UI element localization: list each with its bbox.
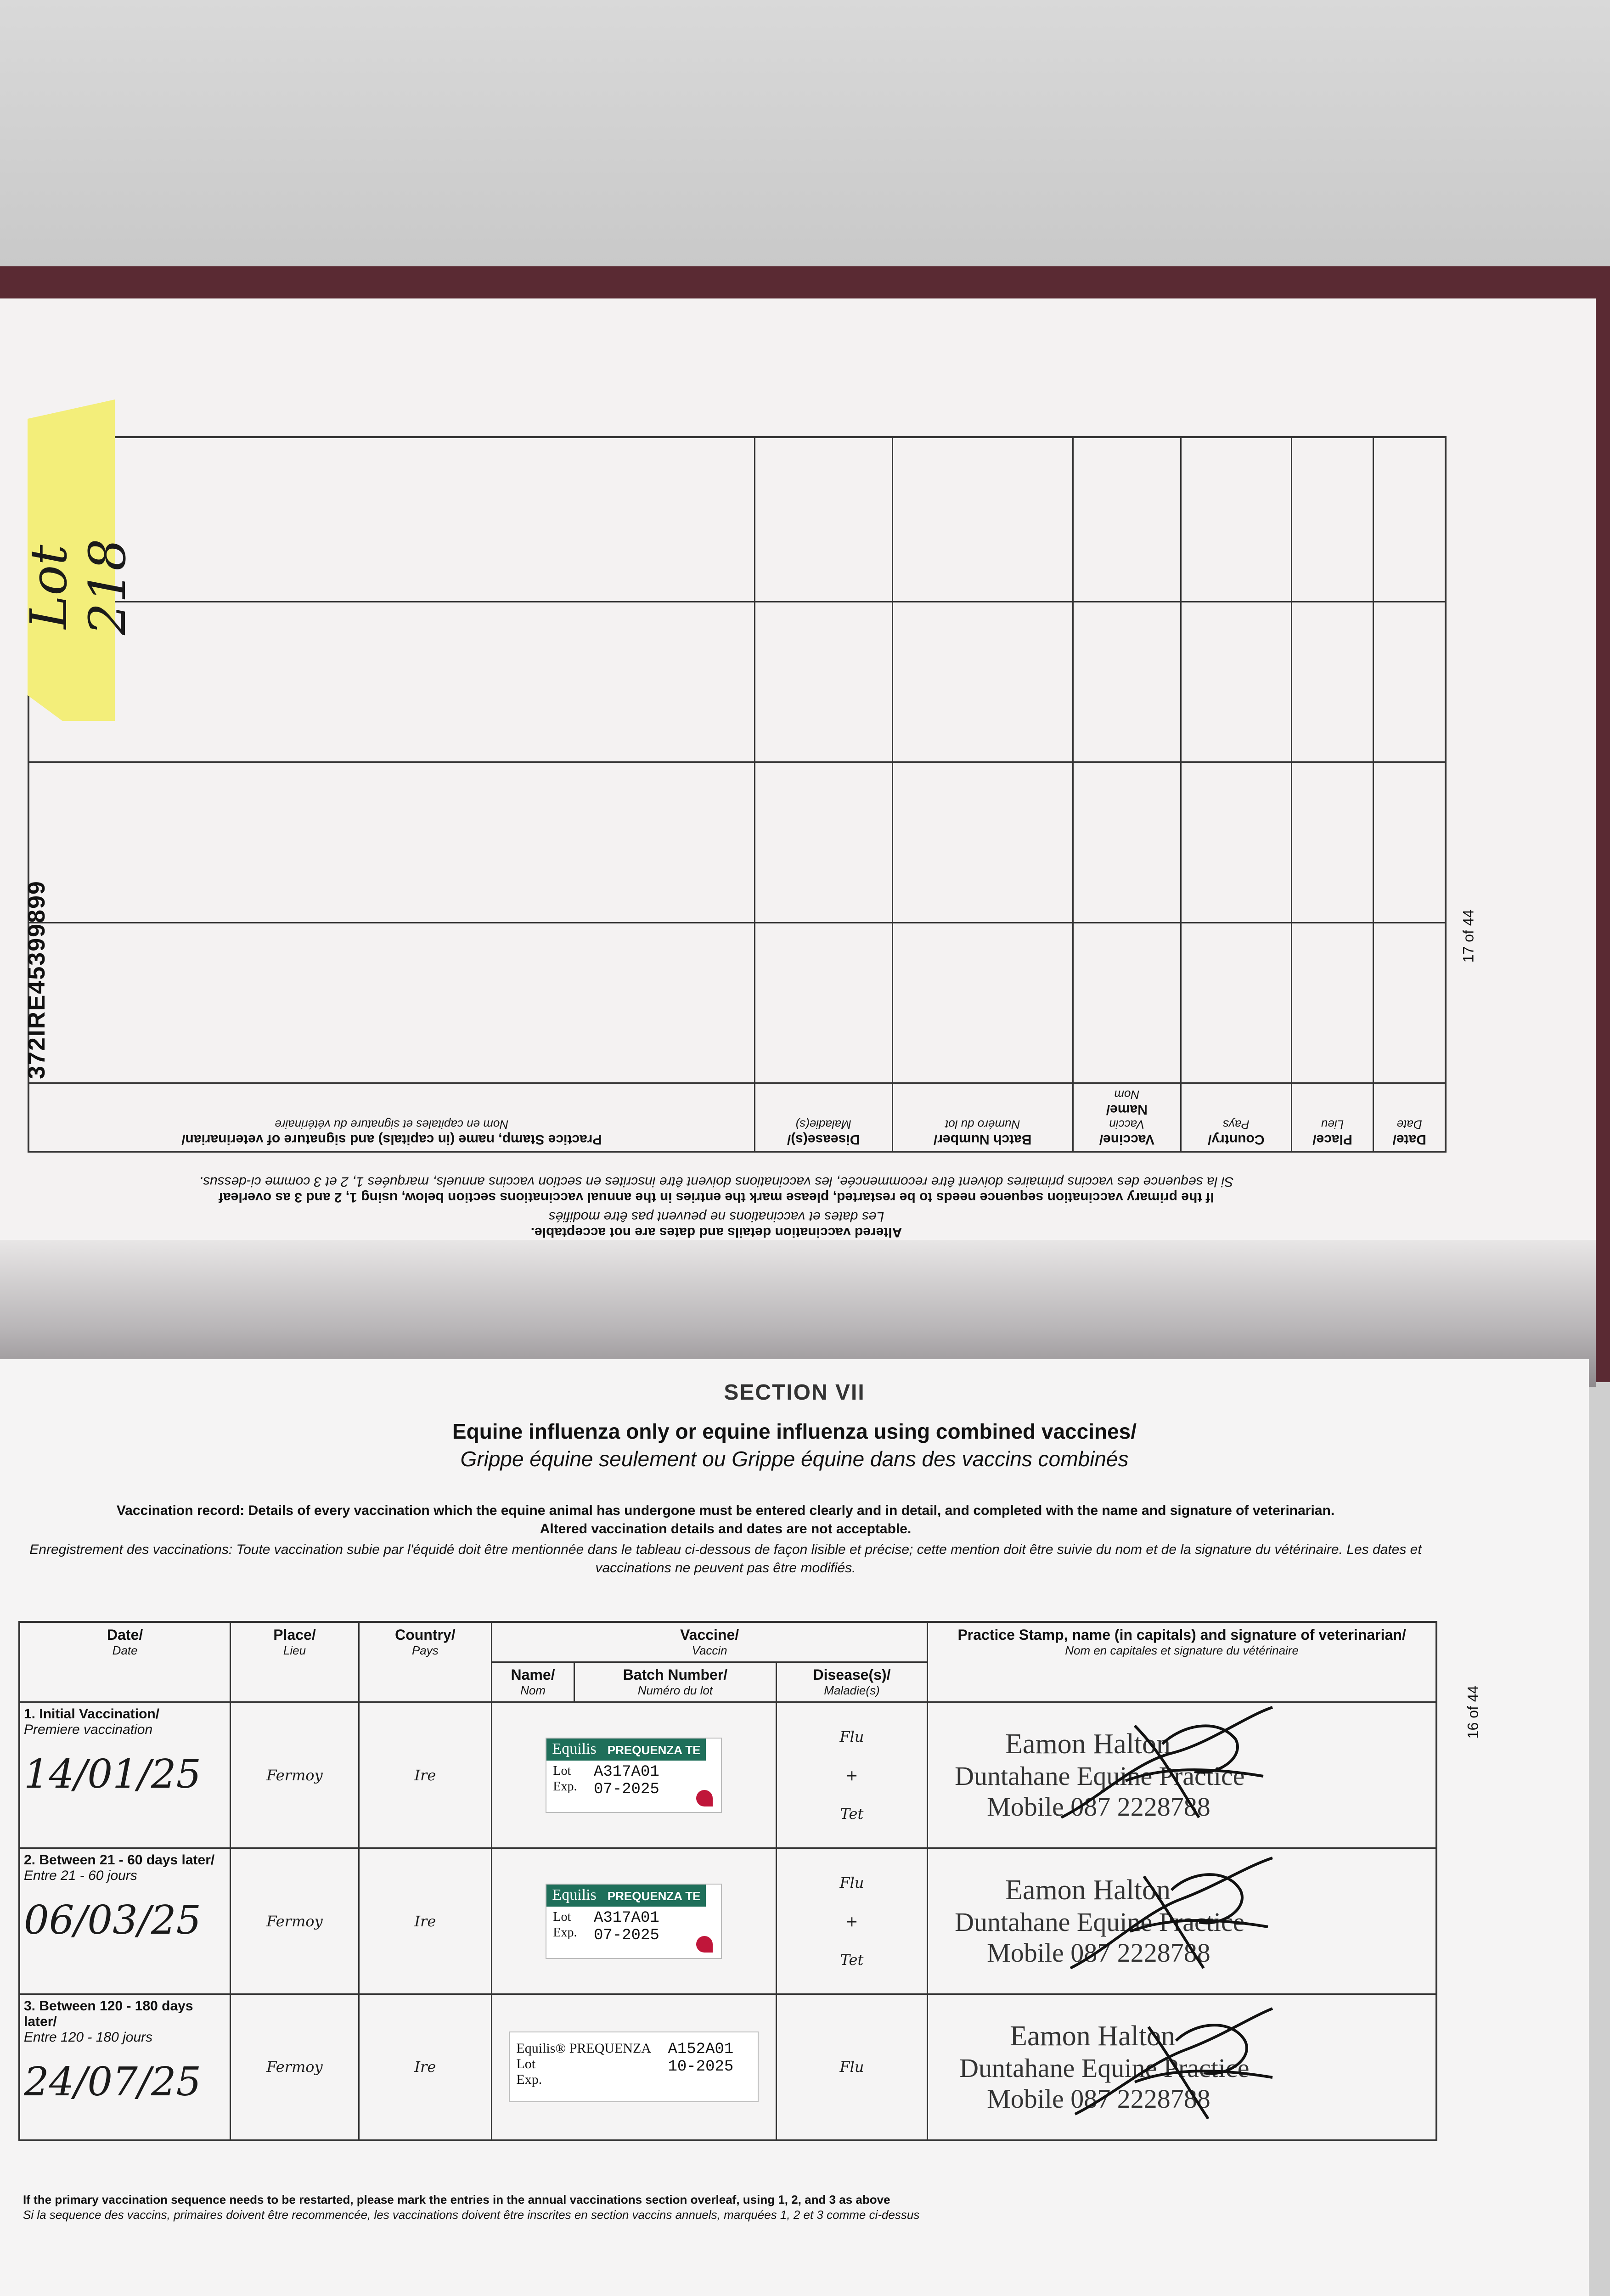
vaccine-label: Equilis PREQUENZA TE Lot Exp. A317A01 07-2025 bbox=[546, 1738, 722, 1813]
label-product: PREQUENZA TE bbox=[602, 1739, 706, 1761]
practice-name: Duntahane Equine Practice bbox=[955, 1761, 1245, 1791]
header-place: Place/ Lieu bbox=[231, 1622, 359, 1702]
col-vaccine-name: Vaccine/ Vaccin Name/ Nom bbox=[1073, 1083, 1181, 1152]
record-instructions-line: Vaccination record: Details of every vaccination which the equine animal has undergone must be entered clearly and in detail, and completed with the name and signature of veterinarian. bbox=[116, 1503, 1335, 1518]
vaccine-label-cell bbox=[492, 1702, 777, 1848]
signature bbox=[1043, 1698, 1282, 1836]
vaccine-label: Equilis PREQUENZA TE Lot Exp. A317A01 07-2025 bbox=[546, 1884, 722, 1959]
table-row bbox=[28, 437, 1446, 602]
header-stamp: Practice Stamp, name (in capitals) and signature of veterinarian/ Nom en capitales et signature du vétérinaire bbox=[928, 1622, 1436, 1702]
page-number: 17 of 44 bbox=[1460, 909, 1477, 963]
header-disease: Disease(s)/ Maladie(s) bbox=[776, 1662, 927, 1702]
col-stamp: Practice Stamp, name (in capitals) and signature of veterinarian/ Nom en capitales et signature du vétérinaire bbox=[28, 1083, 754, 1152]
country-value: Ire bbox=[359, 1848, 491, 1994]
date-value: 24/07/25 bbox=[24, 2059, 202, 2105]
label-brand: Equilis bbox=[546, 1739, 602, 1761]
label-exp: 07-2025 bbox=[593, 1926, 659, 1944]
page-number: 16 of 44 bbox=[1464, 1685, 1481, 1739]
restart-note: If the primary vaccination sequence needs to be restarted, please mark the entries in the annual vaccinations section below, using 1, 2 and 3 as overleaf bbox=[219, 1190, 1214, 1205]
table-row bbox=[28, 923, 1446, 1083]
header-country: Country/ Pays bbox=[359, 1622, 491, 1702]
record-altered-line: Altered vaccination details and dates are not acceptable. bbox=[540, 1521, 912, 1536]
vaccination-table bbox=[18, 1621, 1437, 2141]
table-row bbox=[19, 1994, 1436, 2140]
altered-note-fr: Les dates et vaccinations ne peuvent pas être modifiés bbox=[548, 1209, 884, 1224]
practice-mobile: Mobile 087 2228788 bbox=[987, 1938, 1210, 1968]
vaccine-label: Equilis® PREQUENZA Lot Exp. A152A01 10-2025 bbox=[509, 2032, 759, 2102]
col-country: Country/ Pays bbox=[1181, 1083, 1291, 1152]
vet-name: Eamon Halton bbox=[1010, 2020, 1176, 2052]
section-heading-fr: Grippe équine seulement ou Grippe équine dans des vaccins combinés bbox=[460, 1447, 1129, 1471]
disease-value: Flu bbox=[776, 1994, 927, 2140]
label-tear-mark bbox=[696, 1790, 713, 1806]
vet-name: Eamon Halton bbox=[1005, 1874, 1171, 1906]
date-cell: 1. Initial Vaccination/ Premiere vaccination 14/01/25 bbox=[19, 1702, 231, 1848]
place-value: Fermoy bbox=[231, 1994, 359, 2140]
sticky-note-text: Lot 218 bbox=[19, 539, 137, 635]
place-value: Fermoy bbox=[231, 1702, 359, 1848]
table-row bbox=[28, 602, 1446, 762]
country-value: Ire bbox=[359, 1994, 491, 2140]
vaccine-label-cell bbox=[492, 1848, 777, 1994]
record-instructions-fr: Enregistrement des vaccinations: Toute vaccination subie par l'équidé doit être mentionnée dans le tableau ci-dessous de façon lisible et précise; cette mention doit être suivie du nom et de la signature du vétérinaire. Les dates et vaccinations ne peuvent pas être modifiés. bbox=[29, 1542, 1422, 1576]
scanner-background bbox=[0, 0, 1610, 266]
label-product: PREQUENZA TE bbox=[602, 1885, 706, 1907]
section-heading: Equine influenza only or equine influenza using combined vaccines/ bbox=[452, 1419, 1137, 1443]
practice-name: Duntahane Equine Practice bbox=[955, 1907, 1245, 1937]
header-name: Name/ Nom bbox=[492, 1662, 574, 1702]
place-value: Fermoy bbox=[231, 1848, 359, 1994]
col-batch: Batch Number/ Numéro du lot bbox=[892, 1083, 1073, 1152]
col-date: Date/ Date bbox=[1374, 1083, 1446, 1152]
label-exp: 10-2025 bbox=[668, 2058, 734, 2076]
label-tear-mark bbox=[696, 1936, 713, 1953]
signature bbox=[1043, 1990, 1282, 2128]
vet-stamp bbox=[928, 1702, 1436, 1848]
col-disease: Disease(s)/ Maladie(s) bbox=[754, 1083, 892, 1152]
country-value: Ire bbox=[359, 1702, 491, 1848]
header-batch: Batch Number/ Numéro du lot bbox=[574, 1662, 777, 1702]
vet-stamp bbox=[928, 1994, 1436, 2140]
label-brand: Equilis® PREQUENZA bbox=[516, 2041, 652, 2056]
practice-name: Duntahane Equine Practice bbox=[959, 2053, 1250, 2083]
footnote: If the primary vaccination sequence needs to be restarted, please mark the entries in the annual vaccinations section overleaf, using 1, 2, and 3 as above bbox=[23, 2193, 890, 2206]
date-cell: 3. Between 120 - 180 days later/ Entre 120 - 180 jours 24/07/25 bbox=[19, 1994, 231, 2140]
practice-mobile: Mobile 087 2228788 bbox=[987, 2083, 1210, 2114]
passport-id: 372IRE45399899 bbox=[23, 880, 50, 1079]
footnote-fr: Si la sequence des vaccins, primaires doivent être recommencée, les vaccinations doivent être inscrites en section vaccins annuels, marquées 1, 2 et 3 comme ci-dessus bbox=[23, 2208, 920, 2222]
vet-stamp bbox=[928, 1848, 1436, 1994]
table-row bbox=[28, 762, 1446, 923]
header-vaccine: Vaccine/ Vaccin bbox=[492, 1622, 928, 1662]
disease-value: Flu + Tet bbox=[776, 1702, 927, 1848]
date-cell: 2. Between 21 - 60 days later/ Entre 21 - 60 jours 06/03/25 bbox=[19, 1848, 231, 1994]
vet-name: Eamon Halton bbox=[1005, 1728, 1171, 1760]
label-lot: A317A01 bbox=[593, 1763, 659, 1781]
restart-note-fr: Si la sequence des vaccins primaires doivent être recommencée, les vaccinations doivent être inscrites en section vaccins annuels, marquées 1, 2 et 3 comme ci-dessus. bbox=[199, 1174, 1234, 1189]
altered-note: Altered vaccination details and dates are not acceptable. bbox=[530, 1225, 902, 1240]
table-row bbox=[19, 1702, 1436, 1848]
header-date: Date/ Date bbox=[19, 1622, 231, 1702]
label-lot: A317A01 bbox=[593, 1909, 659, 1927]
upper-page-notes bbox=[92, 1157, 1341, 1240]
disease-value: Flu + Tet bbox=[776, 1848, 927, 1994]
upper-vaccination-table bbox=[28, 436, 1447, 1153]
label-exp: 07-2025 bbox=[593, 1780, 659, 1798]
vaccine-label-cell bbox=[492, 1994, 777, 2140]
date-value: 14/01/25 bbox=[24, 1751, 202, 1797]
practice-mobile: Mobile 087 2228788 bbox=[987, 1792, 1210, 1822]
signature bbox=[1043, 1844, 1282, 1982]
record-instructions bbox=[32, 1502, 1419, 1538]
table-row bbox=[19, 1848, 1436, 1994]
label-brand: Equilis bbox=[546, 1885, 602, 1907]
date-value: 06/03/25 bbox=[24, 1897, 202, 1943]
label-lot: A152A01 bbox=[668, 2041, 734, 2059]
col-place: Place/ Lieu bbox=[1291, 1083, 1374, 1152]
section-title: SECTION VII bbox=[724, 1380, 865, 1405]
